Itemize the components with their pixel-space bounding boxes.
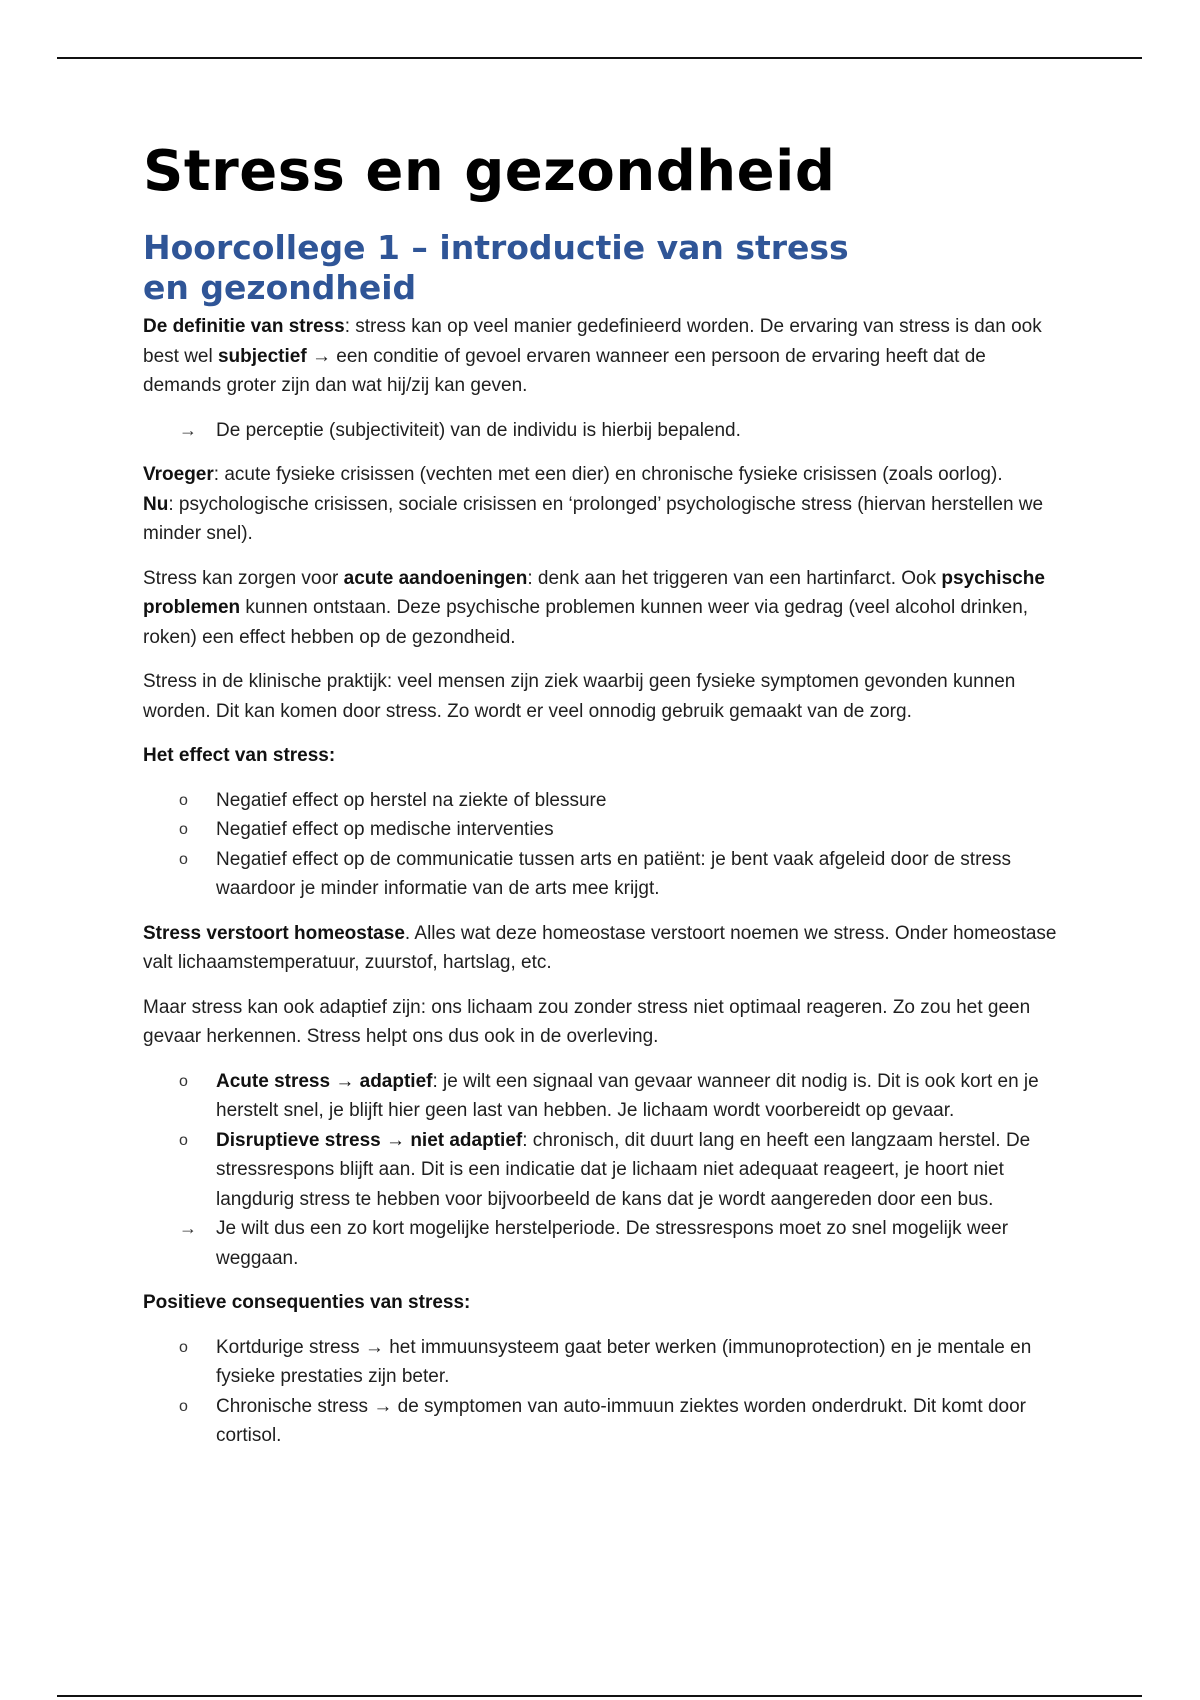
header-rule (57, 57, 1142, 59)
paragraph-clinical: Stress in de klinische praktijk: veel mensen zijn ziek waarbij geen fysieke symptomen gevonden kunnen worden. Dit kan komen door stress. Zo wordt er veel onnodig gebruik gemaakt van de zorg. (143, 671, 1016, 722)
circle-bullet-icon: o (179, 850, 188, 868)
arrow-bullet-icon: → (179, 419, 197, 440)
document-title: Stress en gezondheid (143, 139, 836, 204)
paragraph-vroeger-nu: Vroeger: acute fysieke crisissen (vechten met een dier) en chronische fysieke crisissen (zoals oorlog). Nu: psychologische crisissen, sociale crisissen en ‘prolonged’ psychologische stress (hiervan herstellen we minder snel). (143, 464, 1044, 544)
list-item: o Acute stress → adaptief: je wilt een signaal van gevaar wanneer dit nodig is. Dit is ook kort en je herstelt snel, je blijft hier geen last van hebben. Je lichaam wordt voorbereidt op gevaar. (143, 1067, 1063, 1126)
effect-list (143, 786, 1063, 904)
arrow-icon: → (306, 345, 337, 367)
arrow-icon: → (368, 1395, 398, 1417)
document-body (143, 140, 1063, 1466)
list-item: o Kortdurige stress → het immuunsysteem gaat beter werken (immunoprotection) en je mentale en fysieke prestaties zijn beter. (143, 1333, 1063, 1392)
arrow-icon: → (330, 1070, 360, 1092)
bold-term: Stress verstoort homeostase (143, 922, 405, 944)
list-item: o Disruptieve stress → niet adaptief: chronisch, dit duurt lang en heeft een langzaam herstel. De stressrespons blijft aan. Dit is een indicatie dat je lichaam niet adequaat reageert, je hoort niet langdurig stress te hebben voor bijvoorbeeld de kans dat je wordt aangereden door een bus. (143, 1126, 1063, 1215)
arrow-icon: → (359, 1336, 390, 1358)
paragraph-acute: Stress kan zorgen voor acute aandoeningen: denk aan het triggeren van een hartinfarct. Ook psychische problemen kunnen ontstaan. Deze psychische problemen kunnen weer via gedrag (veel alcohol drinken, roken) een effect hebben op de gezondheid. (143, 567, 1045, 648)
list-item: o Negatief effect op medische interventies (143, 815, 1063, 845)
bold-term: psychische problemen (143, 567, 1045, 618)
list-item: o Negatief effect op herstel na ziekte of blessure (143, 786, 1063, 816)
perception-list (143, 416, 1063, 446)
bold-term: Nu (143, 493, 169, 515)
arrow-bullet-icon: → (179, 1218, 197, 1238)
list-item: o Negatief effect op de communicatie tussen arts en patiënt: je bent vaak afgeleid door de stress waardoor je minder informatie van de arts mee krijgt. (143, 845, 1063, 904)
bold-term: subjectief (217, 345, 307, 367)
effect-heading: Het effect van stress: (143, 745, 336, 766)
positive-list (143, 1333, 1063, 1451)
paragraph-adaptief: Maar stress kan ook adaptief zijn: ons lichaam zou zonder stress niet optimaal reageren. Zo zou het geen gevaar herkennen. Stress helpt ons dus ook in de overleving. (143, 996, 1031, 1047)
section-heading: Hoorcollege 1 – introductie van stress en gezondheid (143, 228, 849, 307)
list-item: → Je wilt dus een zo kort mogelijke herstelperiode. De stressrespons moet zo snel mogelijk weer weggaan. (143, 1214, 1063, 1273)
paragraph-homeostase: Stress verstoort homeostase. Alles wat deze homeostase verstoort noemen we stress. Onder homeostase valt lichaamstemperatuur, zuurstof, hartslag, etc. (143, 922, 1057, 973)
footer-rule (57, 1695, 1142, 1697)
circle-bullet-icon: o (179, 821, 188, 838)
circle-bullet-icon: o (179, 791, 188, 809)
bold-term: Vroeger (143, 464, 214, 485)
circle-bullet-icon: o (179, 1131, 188, 1149)
stress-types-list (143, 1067, 1063, 1274)
list-item: o Chronische stress → de symptomen van auto-immuun ziektes worden onderdrukt. Dit komt door cortisol. (143, 1392, 1063, 1451)
circle-bullet-icon: o (179, 1338, 188, 1356)
bold-term: acute aandoeningen (343, 567, 528, 589)
list-item: → De perceptie (subjectiviteit) van de individu is hierbij bepalend. (143, 416, 1063, 446)
circle-bullet-icon: o (179, 1072, 188, 1090)
arrow-icon: → (380, 1129, 411, 1151)
paragraph-definition: De definitie van stress: stress kan op veel manier gedefinieerd worden. De ervaring van stress is dan ook best wel subjectief → een conditie of gevoel ervaren wanneer een persoon de ervaring heeft dat de demands groter zijn dan wat hij/zij kan geven. (143, 316, 1042, 396)
positive-heading: Positieve consequenties van stress: (143, 1292, 471, 1313)
circle-bullet-icon: o (179, 1397, 188, 1415)
bold-term: De definitie van stress (143, 316, 345, 337)
